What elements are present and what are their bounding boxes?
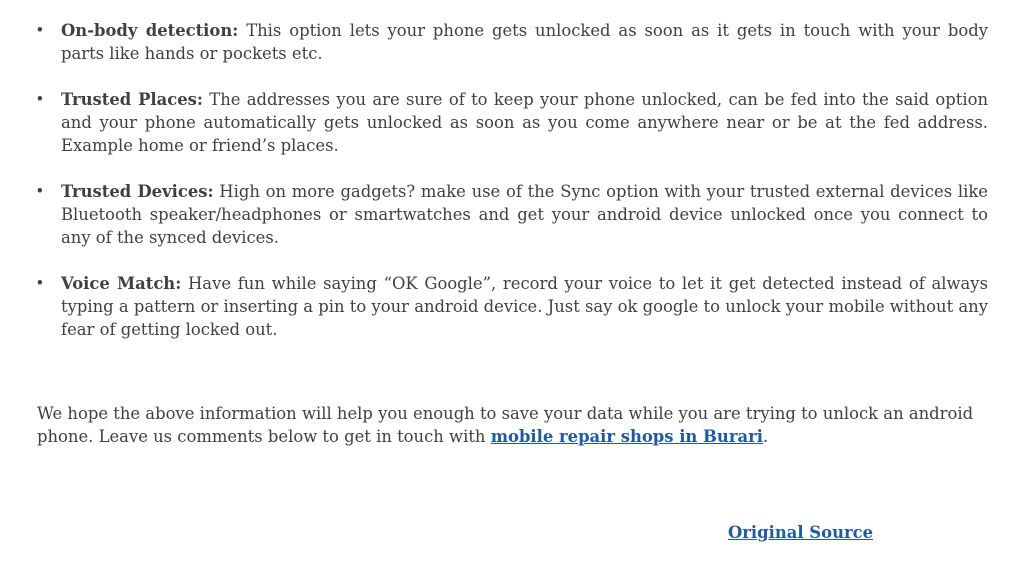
closing-text: We hope the above information will help you enough to save your data while you are trying to unlock an android phone. Leave us comments below to get in touch with <box>37 404 974 446</box>
term-label: Trusted Devices: <box>61 182 214 201</box>
bullet-icon: • <box>37 182 43 200</box>
list-item-trusted-devices <box>37 180 988 249</box>
closing-period: . <box>762 427 769 446</box>
term-description: The addresses you are sure of to keep your phone unlocked, can be fed into the said option and your phone automatically gets unlocked as soon as you come anywhere near or be at the fed address. Example home or friend’s places. <box>61 90 989 155</box>
bullet-icon: • <box>37 90 43 108</box>
mobile-repair-shops-link[interactable]: mobile repair shops in Burari <box>490 427 763 446</box>
list-item-trusted-places <box>37 88 988 157</box>
list-item-voice-match <box>37 272 988 341</box>
original-source-link[interactable]: Original Source <box>728 523 874 542</box>
term-description: This option lets your phone gets unlocked as soon as it gets in touch with your body parts like hands or pockets etc. <box>61 21 988 63</box>
term-label: On-body detection: <box>61 21 239 40</box>
bullet-icon: • <box>37 21 43 39</box>
term-description: Have fun while saying “OK Google”, record your voice to let it get detected instead of always typing a pattern or inserting a pin to your android device. Just say ok google to unlock your mobile without any fear of getting locked out. <box>61 274 988 339</box>
bullet-icon: • <box>37 274 43 292</box>
closing-paragraph <box>37 402 988 448</box>
feature-list <box>37 19 988 364</box>
list-item-on-body-detection <box>37 19 988 65</box>
term-label: Trusted Places: <box>61 90 203 109</box>
term-label: Voice Match: <box>61 274 182 293</box>
term-description: High on more gadgets? make use of the Sync option with your trusted external devices like Bluetooth speaker/headphones or smartwatches and get your android device unlocked once you connect to any of the synced devices. <box>61 182 989 247</box>
